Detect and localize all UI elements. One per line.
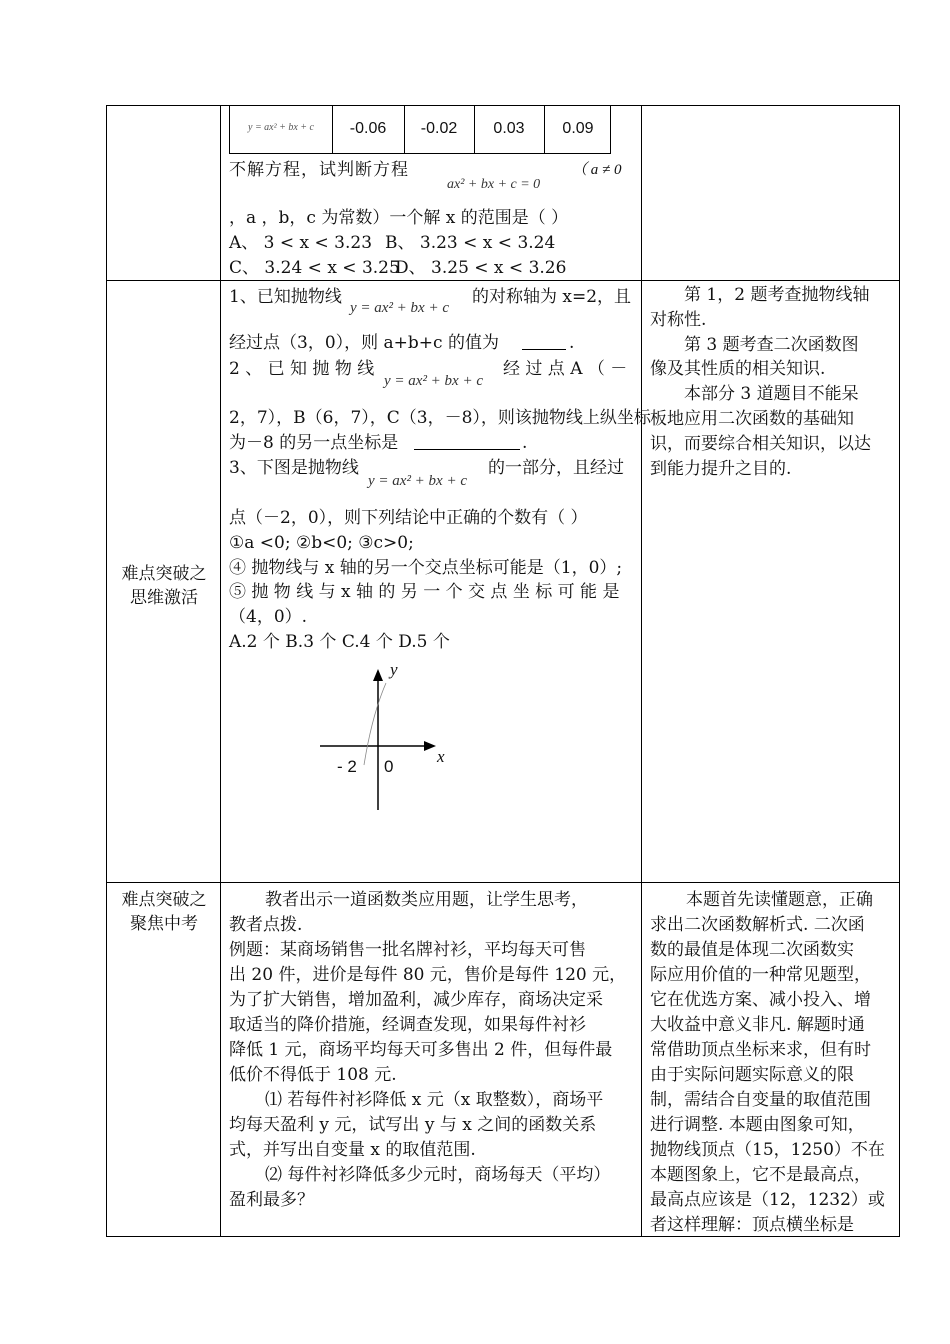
- paragraph-line: 出 20 件，进价是每件 80 元，售价是每件 120 元，: [229, 965, 627, 985]
- solution-commentary: [650, 888, 896, 1238]
- commentary-line: 大收益中意义非凡. 解题时通: [650, 1015, 865, 1035]
- equation: ax² + bx + c = 0: [447, 177, 541, 192]
- commentary-line: 求出二次函数解析式. 二次函: [650, 915, 865, 935]
- paragraph-line: 取适当的降价措施，经调查发现，如果每件衬衫: [229, 1015, 586, 1035]
- commentary-line: 者这样理解：顶点横坐标是: [650, 1215, 854, 1235]
- value-table-header: y = ax² + bx + c: [248, 122, 314, 133]
- equation: y = ax² + bx + c: [384, 373, 483, 389]
- paragraph-line: ⑵ 每件衬衫降低多少元时，商场每天（平均）: [265, 1165, 611, 1185]
- commentary-line: 本题图象上，它不是最高点，: [650, 1165, 871, 1185]
- row-label-line: 聚焦中考: [130, 914, 198, 934]
- value-table-cell: -0.06: [349, 120, 387, 137]
- paragraph-line: 为了扩大销售，增加盈利，减少库存，商场决定采: [229, 990, 603, 1010]
- commentary-line: 抛物线顶点（15，1250）不在: [650, 1140, 885, 1160]
- option-d: D、 3.25 < x < 3.26: [395, 258, 567, 278]
- table-border-left: [106, 105, 107, 1237]
- value-table: [229, 106, 611, 154]
- option-c: C、 3.24 < x < 3.25: [229, 258, 400, 278]
- paragraph-line: 教者出示一道函数类应用题，让学生思考，: [265, 890, 588, 910]
- commentary-line: 第 3 题考查二次函数图: [684, 335, 859, 355]
- question-3: 3、下图是抛物线: [229, 458, 359, 478]
- commentary-line: 由于实际问题实际意义的限: [650, 1065, 854, 1085]
- equation: y = ax² + bx + c: [350, 300, 449, 316]
- commentary-line: 识，而要综合相关知识，以达: [650, 434, 871, 454]
- question-1: 的对称轴为 x=2，且: [472, 287, 632, 307]
- question-2: 为－8 的另一点坐标是: [229, 433, 399, 453]
- table-col-divider-1: [220, 105, 221, 1237]
- commentary-line: 到能力提升之目的.: [650, 459, 792, 479]
- commentary-line: 进行调整. 本题由图象可知，: [650, 1115, 865, 1135]
- y-axis-label: y: [390, 660, 398, 679]
- row-label-line: 思维激活: [130, 588, 198, 608]
- paragraph-line: 降低 1 元，商场平均每天可多售出 2 件，但每件最: [229, 1040, 613, 1060]
- paragraph-line: 式，并写出自变量 x 的取值范围.: [229, 1140, 476, 1160]
- tick-label: - 2: [337, 757, 357, 776]
- question-1: 1、已知抛物线: [229, 287, 342, 307]
- table-row-divider-2: [106, 882, 900, 883]
- equation: y = ax² + bx + c: [368, 473, 467, 489]
- commentary-line: 它在优选方案、减小投入、增: [650, 990, 871, 1010]
- value-table-cell: -0.02: [420, 120, 458, 137]
- example-problem: [229, 888, 637, 1213]
- question-2: 2，7），B（6，7），C（3，－8），则该抛物线上纵坐标: [229, 408, 651, 428]
- question-1: .: [569, 333, 575, 353]
- paragraph-line: ⑴ 若每件衬衫降低 x 元（x 取整数），商场平: [265, 1090, 604, 1110]
- commentary-line: 第 1，2 题考查抛物线轴: [684, 285, 870, 305]
- parabola-graph: [310, 655, 460, 815]
- x-axis-label: x: [437, 747, 445, 766]
- question-1: 经过点（3，0），则 a+b+c 的值为: [229, 333, 499, 353]
- y-axis-arrow: [373, 669, 383, 681]
- paragraph-line: 例题：某商场销售一批名牌衬衫，平均每天可售: [229, 940, 586, 960]
- commentary-line: 制，需结合自变量的取值范围: [650, 1090, 871, 1110]
- option-b: B、 3.23 < x < 3.24: [385, 233, 556, 253]
- commentary-line: 本题首先读懂题意，正确: [686, 890, 873, 910]
- commentary-line: 板地应用二次函数的基础知: [650, 409, 854, 429]
- question-3: ①a <0; ②b<0; ③c>0;: [229, 533, 414, 553]
- answer-blank: [414, 431, 520, 450]
- table-border-right: [899, 105, 900, 1237]
- commentary-line: 数的最值是体现二次函数实: [650, 940, 854, 960]
- x-axis-arrow: [424, 741, 436, 751]
- paragraph-line: 教者点拨.: [229, 915, 303, 935]
- commentary-line: 最高点应该是（12，1232）或: [650, 1190, 885, 1210]
- question-2: 经 过 点 A （ －: [503, 359, 628, 379]
- value-table-cell: 0.09: [562, 120, 594, 137]
- paragraph-line: 盈利最多？: [229, 1190, 314, 1210]
- commentary-line: 本部分 3 道题目不能呆: [684, 384, 859, 404]
- commentary-line: 际应用价值的一种常见题型，: [650, 965, 871, 985]
- answer-blank: [522, 331, 566, 350]
- commentary-line: 常借助顶点坐标来求，但有时: [650, 1040, 871, 1060]
- table-col-divider-2: [641, 105, 642, 1237]
- row-label-line: 难点突破之: [121, 564, 207, 584]
- question-2: 2 、 已 知 抛 物 线: [229, 359, 375, 379]
- question-3: 的一部分，且经过: [488, 458, 624, 478]
- question-3: 点（－2，0），则下列结论中正确的个数有（ ）: [229, 508, 588, 528]
- question-text: 不解方程，试判断方程: [229, 160, 409, 180]
- paragraph-line: 均每天盈利 y 元，试写出 y 与 x 之间的函数关系: [229, 1115, 597, 1135]
- answer-options: A.2 个 B.3 个 C.4 个 D.5 个: [229, 632, 450, 652]
- commentary-line: 像及其性质的相关知识.: [650, 359, 826, 379]
- question-3: ⑤ 抛 物 线 与 x 轴 的 另 一 个 交 点 坐 标 可 能 是: [229, 582, 620, 602]
- commentary-line: 对称性.: [650, 310, 707, 330]
- row-label-line: 难点突破之: [121, 890, 207, 910]
- value-table-cell: 0.03: [493, 120, 525, 137]
- question-2: .: [522, 433, 528, 453]
- question-text: ，a ，b，c 为常数）一个解 x 的范围是（ ）: [229, 208, 569, 228]
- paragraph-line: 低价不得低于 108 元.: [229, 1065, 397, 1085]
- origin-label: 0: [384, 757, 394, 776]
- option-a: A、 3 < x < 3.23: [229, 233, 373, 253]
- question-3: ④ 抛物线与 x 轴的另一个交点坐标可能是（1，0）;: [229, 558, 623, 578]
- parabola-curve: [364, 683, 386, 765]
- condition: （ a ≠ 0: [572, 162, 622, 178]
- question-3: （4，0）.: [229, 607, 308, 627]
